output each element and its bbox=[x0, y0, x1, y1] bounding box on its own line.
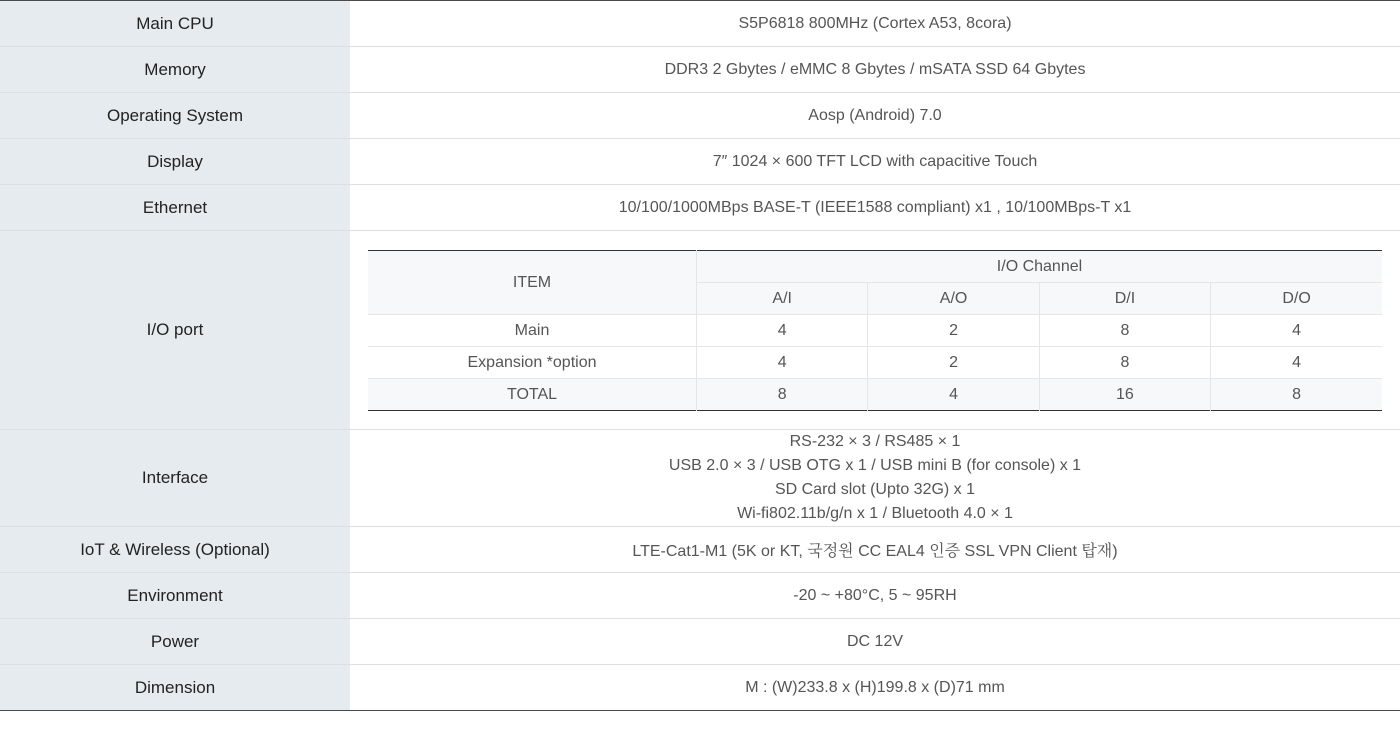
io-cell: 8 bbox=[1039, 347, 1210, 379]
spec-row-dimension bbox=[0, 665, 1400, 711]
io-cell: 4 bbox=[697, 347, 868, 379]
spec-value-display: 7″ 1024 × 600 TFT LCD with capacitive Touch bbox=[350, 139, 1400, 185]
io-cell: 8 bbox=[697, 379, 868, 411]
spec-value-interface bbox=[350, 430, 1400, 527]
spec-label-io-port: I/O port bbox=[0, 231, 350, 430]
io-cell: 16 bbox=[1039, 379, 1210, 411]
spec-label-main-cpu: Main CPU bbox=[0, 1, 350, 47]
spec-value-os: Aosp (Android) 7.0 bbox=[350, 93, 1400, 139]
io-channel-header: I/O Channel bbox=[697, 251, 1383, 283]
io-row-total bbox=[368, 379, 1382, 411]
spec-label-os: Operating System bbox=[0, 93, 350, 139]
spec-label-power: Power bbox=[0, 619, 350, 665]
io-row-main bbox=[368, 315, 1382, 347]
interface-line: SD Card slot (Upto 32G) x 1 bbox=[774, 481, 976, 498]
io-row-expansion bbox=[368, 347, 1382, 379]
interface-line: USB 2.0 × 3 / USB OTG x 1 / USB mini B (for console) x 1 bbox=[668, 457, 1082, 474]
io-col-header: D/O bbox=[1211, 283, 1382, 315]
io-cell: 2 bbox=[868, 315, 1039, 347]
spec-row-environment bbox=[0, 573, 1400, 619]
spec-value-iot: LTE-Cat1-M1 (5K or KT, 국정원 CC EAL4 인증 SSL VPN Client 탑재) bbox=[350, 527, 1400, 573]
io-item-header: ITEM bbox=[368, 251, 697, 315]
io-cell: 8 bbox=[1039, 315, 1210, 347]
spec-row-display bbox=[0, 139, 1400, 185]
io-cell: 8 bbox=[1211, 379, 1382, 411]
io-table-wrapper bbox=[350, 231, 1400, 429]
spec-value-main-cpu: S5P6818 800MHz (Cortex A53, 8cora) bbox=[738, 14, 1012, 32]
spec-label-interface: Interface bbox=[0, 430, 350, 527]
spec-value-dimension: M : (W)233.8 x (H)199.8 x (D)71 mm bbox=[350, 665, 1400, 711]
spec-value-ethernet: 10/100/1000MBps BASE-T (IEEE1588 compliant) x1 , 10/100MBps-T x1 bbox=[350, 185, 1400, 231]
spec-row-ethernet bbox=[0, 185, 1400, 231]
io-cell: 4 bbox=[1211, 315, 1382, 347]
spec-label-display: Display bbox=[0, 139, 350, 185]
spec-row-io-port bbox=[0, 231, 1400, 430]
io-col-header: A/O bbox=[868, 283, 1039, 315]
io-col-header: D/I bbox=[1039, 283, 1210, 315]
spec-row-power bbox=[0, 619, 1400, 665]
spec-value-power: DC 12V bbox=[350, 619, 1400, 665]
spec-label-environment: Environment bbox=[0, 573, 350, 619]
io-header-row bbox=[368, 251, 1382, 283]
spec-label-ethernet: Ethernet bbox=[0, 185, 350, 231]
io-cell: 4 bbox=[868, 379, 1039, 411]
io-cell: 2 bbox=[868, 347, 1039, 379]
interface-line: Wi-fi802.11b/g/n x 1 / Bluetooth 4.0 × 1 bbox=[737, 505, 1013, 522]
io-cell: 4 bbox=[1211, 347, 1382, 379]
io-row-item: Main bbox=[368, 315, 697, 347]
io-row-item: Expansion *option bbox=[368, 347, 697, 379]
spec-value-io-port bbox=[350, 231, 1400, 430]
interface-line: RS-232 × 3 / RS485 × 1 bbox=[789, 433, 961, 450]
spec-row-interface bbox=[0, 430, 1400, 527]
spec-value-memory: DDR3 2 Gbytes / eMMC 8 Gbytes / mSATA SSD 64 Gbytes bbox=[350, 47, 1400, 93]
io-col-header: A/I bbox=[697, 283, 868, 315]
spec-row-os bbox=[0, 93, 1400, 139]
spec-row-iot bbox=[0, 527, 1400, 573]
spec-value-environment: -20 ~ +80°C, 5 ~ 95RH bbox=[350, 573, 1400, 619]
io-row-item: TOTAL bbox=[368, 379, 697, 411]
spec-row-memory bbox=[0, 47, 1400, 93]
spec-row-main-cpu bbox=[0, 1, 1400, 47]
io-channel-table bbox=[368, 250, 1382, 411]
spec-label-dimension: Dimension bbox=[0, 665, 350, 711]
io-cell: 4 bbox=[697, 315, 868, 347]
spec-label-iot: IoT & Wireless (Optional) bbox=[0, 527, 350, 573]
spec-label-memory: Memory bbox=[0, 47, 350, 93]
